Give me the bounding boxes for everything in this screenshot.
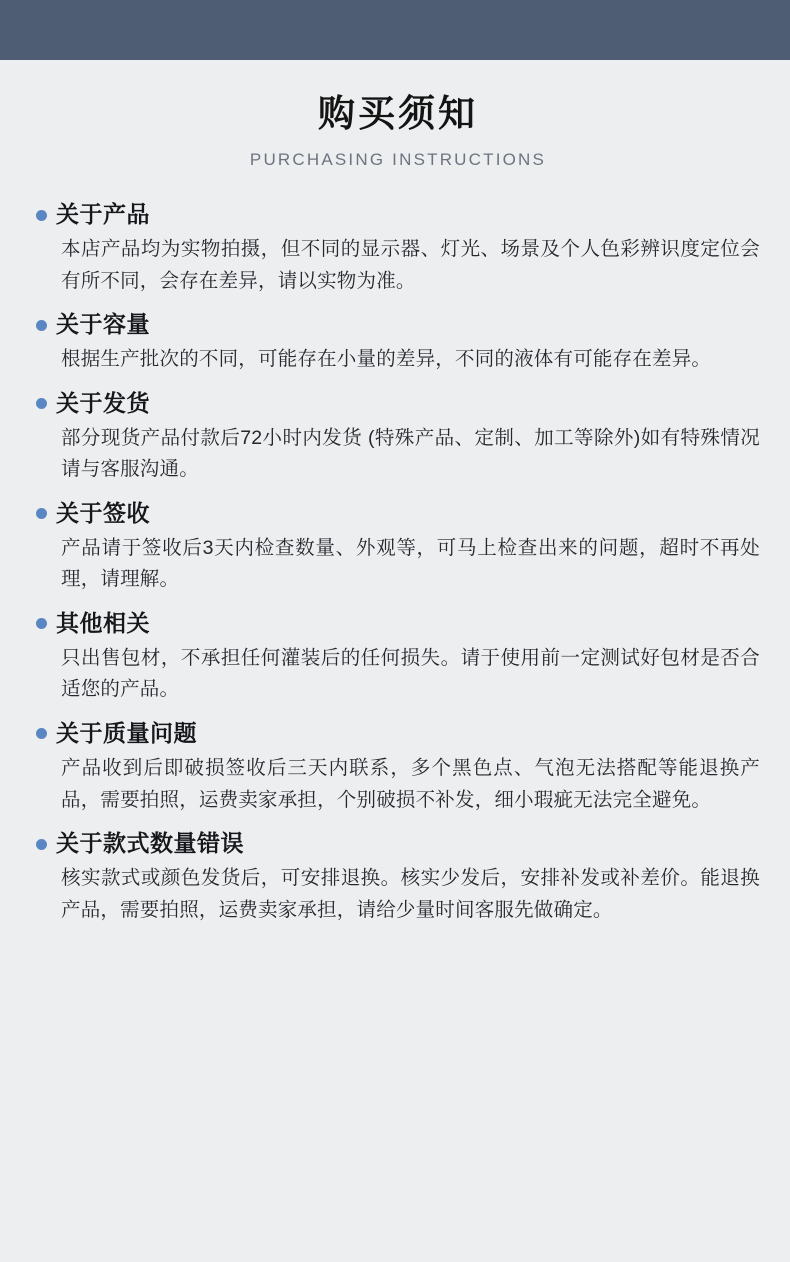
page-title: 购买须知 xyxy=(318,93,478,134)
bullet-dot-icon xyxy=(36,508,47,519)
title-block xyxy=(36,60,760,170)
section-header xyxy=(36,719,760,749)
section-item xyxy=(36,310,760,375)
bullet-dot-icon xyxy=(36,398,47,409)
page-subtitle: PURCHASING INSTRUCTIONS xyxy=(249,150,547,170)
bullet-dot-icon xyxy=(36,839,47,850)
section-title: 关于质量问题 xyxy=(56,720,197,747)
section-body: 产品收到后即破损签收后三天内联系，多个黑色点、气泡无法搭配等能退换产品，需要拍照，运费卖家承担，个别破损不补发，细小瑕疵无法完全避免。 xyxy=(61,756,760,811)
section-title: 关于容量 xyxy=(56,311,150,338)
section-item xyxy=(36,719,760,816)
content-area xyxy=(0,60,790,939)
section-item xyxy=(36,499,760,596)
section-body: 本店产品均为实物拍摄，但不同的显示器、灯光、场景及个人色彩辨识度定位会有所不同，会存在差异，请以实物为准。 xyxy=(61,238,760,292)
section-item xyxy=(36,389,760,486)
section-body: 核实款式或颜色发货后，可安排退换。核实少发后，安排补发或补差价。能退换产品，需要拍照，运费卖家承担，请给少量时间客服先做确定。 xyxy=(61,866,760,921)
bullet-dot-icon xyxy=(36,618,47,629)
top-color-bar xyxy=(0,0,790,60)
section-body: 产品请于签收后3天内检查数量、外观等，可马上检查出来的问题，超时不再处理，请理解。 xyxy=(61,536,760,591)
section-title: 关于签收 xyxy=(56,499,150,526)
section-body: 只出售包材，不承担任何灌装后的任何损失。请于使用前一定测试好包材是否合适您的产品。 xyxy=(61,646,760,701)
section-header xyxy=(36,200,760,230)
section-title: 其他相关 xyxy=(56,610,150,636)
bullet-dot-icon xyxy=(36,728,47,739)
bullet-dot-icon xyxy=(36,320,47,331)
bullet-dot-icon xyxy=(36,210,47,221)
section-item xyxy=(36,829,760,926)
section-header xyxy=(36,609,760,639)
sections-list xyxy=(36,200,760,926)
section-title: 关于发货 xyxy=(56,389,150,416)
section-header xyxy=(36,310,760,340)
section-header xyxy=(36,829,760,859)
section-header xyxy=(36,389,760,419)
section-title: 关于产品 xyxy=(56,201,150,228)
section-item xyxy=(36,200,760,297)
section-title: 关于款式数量错误 xyxy=(56,830,244,857)
section-header xyxy=(36,499,760,529)
section-body: 根据生产批次的不同，可能存在小量的差异，不同的液体有可能存在差异。 xyxy=(61,348,712,371)
section-item xyxy=(36,609,760,706)
section-body: 部分现货产品付款后72小时内发货 (特殊产品、定制、加工等除外)如有特殊情况请与客服沟通。 xyxy=(61,426,760,481)
